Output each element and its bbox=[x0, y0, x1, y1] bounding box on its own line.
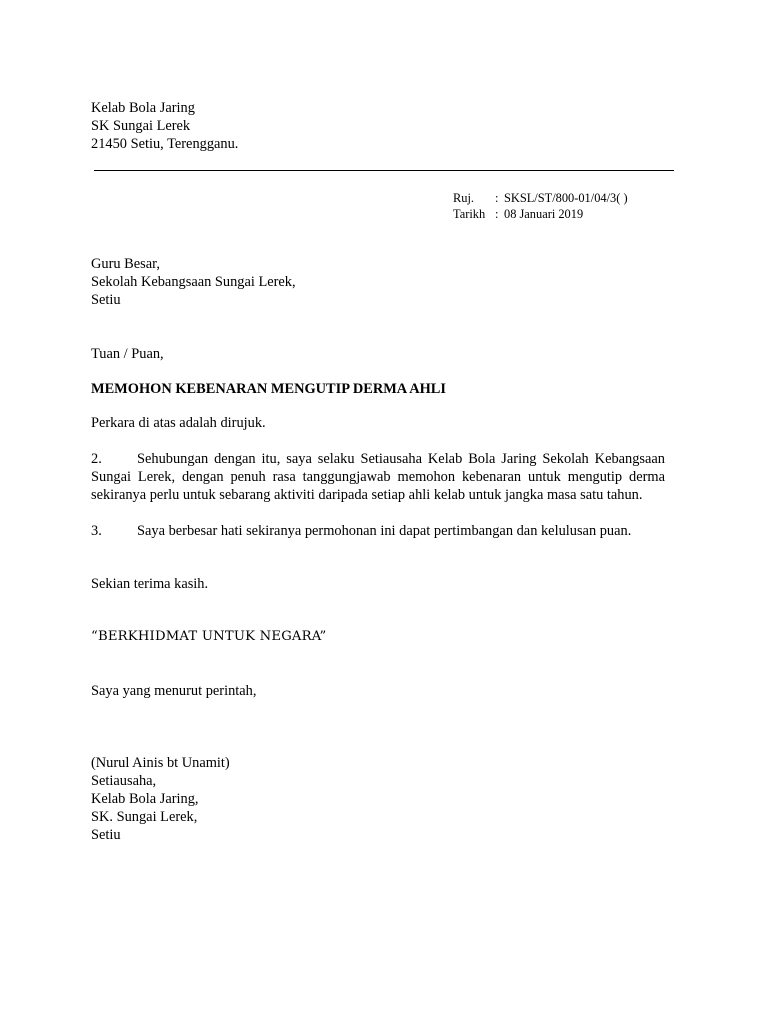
signer-title: Setiausaha, bbox=[91, 773, 157, 789]
letter-subject: MEMOHON KEBENARAN MENGUTIP DERMA AHLI bbox=[91, 381, 446, 397]
recipient-line: Setiu bbox=[91, 292, 121, 308]
valediction: Saya yang menurut perintah, bbox=[91, 683, 257, 699]
paragraph-3 bbox=[91, 522, 665, 540]
paragraph-text: Saya berbesar hati sekiranya permohonan ini dapat pertimbangan dan kelulusan puan. bbox=[137, 523, 632, 539]
header-divider bbox=[94, 170, 674, 171]
paragraph-2 bbox=[91, 450, 665, 504]
tarikh-label: Tarikh bbox=[453, 207, 486, 221]
recipient-line: Sekolah Kebangsaan Sungai Lerek, bbox=[91, 274, 296, 290]
sender-line: 21450 Setiu, Terengganu. bbox=[91, 136, 239, 152]
sender-line: Kelab Bola Jaring bbox=[91, 100, 195, 116]
ruj-value: SKSL/ST/800-01/04/3( ) bbox=[504, 191, 628, 205]
recipient-address bbox=[91, 255, 296, 309]
closing-line: Sekian terima kasih. bbox=[91, 576, 209, 592]
reference-ruj-row bbox=[453, 190, 628, 206]
recipient-line: Guru Besar, bbox=[91, 256, 160, 272]
reference-sentence: Perkara di atas adalah dirujuk. bbox=[91, 415, 266, 431]
signature-block bbox=[91, 754, 230, 844]
tarikh-separator: : bbox=[495, 207, 499, 221]
reference-tarikh-row bbox=[453, 206, 628, 222]
ruj-separator: : bbox=[495, 191, 499, 205]
sender-line: SK Sungai Lerek bbox=[91, 118, 191, 134]
signer-location: Setiu bbox=[91, 827, 121, 843]
ruj-label: Ruj. bbox=[453, 191, 474, 205]
paragraph-number: 2. bbox=[91, 451, 102, 467]
sender-address bbox=[91, 99, 238, 153]
signer-name: (Nurul Ainis bt Unamit) bbox=[91, 755, 230, 771]
paragraph-text: Sehubungan dengan itu, saya selaku Setiausaha Kelab Bola Jaring Sekolah Kebangsaan Sungai Lerek, dengan penuh rasa tanggungjawab memohon kebenaran untuk mengutip derma sekiranya perlu untuk sebarang aktiviti daripada setiap ahli kelab untuk jangka masa satu tahun. bbox=[91, 451, 665, 503]
paragraph-number: 3. bbox=[91, 523, 102, 539]
signer-school: SK. Sungai Lerek, bbox=[91, 809, 198, 825]
tarikh-value: 08 Januari 2019 bbox=[504, 207, 584, 221]
motto: “BERKHIDMAT UNTUK NEGARA” bbox=[91, 629, 327, 644]
reference-block bbox=[453, 190, 628, 222]
salutation: Tuan / Puan, bbox=[91, 346, 164, 362]
signer-org: Kelab Bola Jaring, bbox=[91, 791, 199, 807]
